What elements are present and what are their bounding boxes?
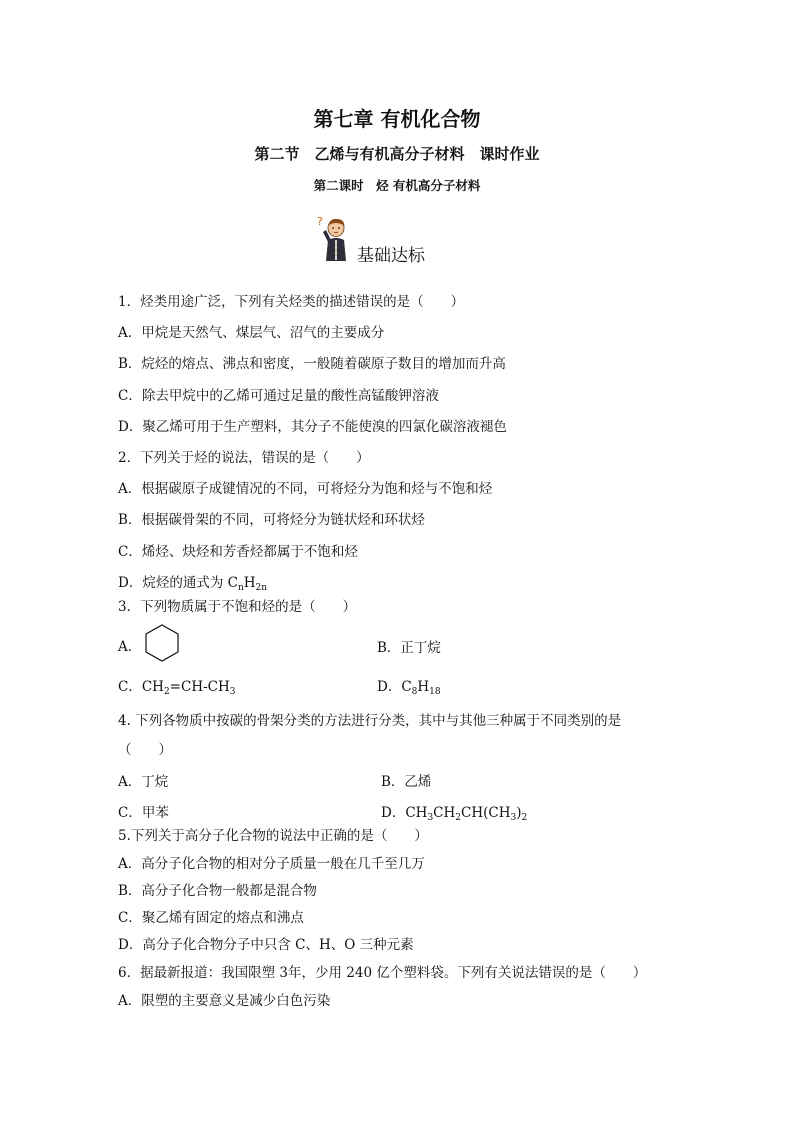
q5-stem: 5.下列关于高分子化合物的说法中正确的是（ ） xyxy=(118,828,428,844)
q1-option-a: A．甲烷是天然气、煤层气、沼气的主要成分 xyxy=(118,325,385,341)
q5-option-c: C．聚乙烯有固定的熔点和沸点 xyxy=(118,910,304,926)
q4-option-d: D．$CH_3CH_2CH(CH_3)_2$ xyxy=(381,805,528,823)
q1-option-b: B．烷烃的熔点、沸点和密度，一般随着碳原子数目的增加而升高 xyxy=(118,356,506,372)
q4-option-b: B．乙烯 xyxy=(381,774,432,790)
q4-answer-paren: （ ） xyxy=(118,742,172,758)
q3-option-a-label: A． xyxy=(118,639,142,655)
q1-stem: 1．烃类用途广泛，下列有关烃类的描述错误的是（ ） xyxy=(118,294,465,310)
q5-option-b: B．高分子化合物一般都是混合物 xyxy=(118,883,317,899)
q6-stem: 6．据最新报道：我国限塑 3年，少用 240 亿个塑料袋。下列有关说法错误的是（ ） xyxy=(118,965,647,981)
q1-option-d: D．聚乙烯可用于生产塑料，其分子不能使溴的四氯化碳溶液褪色 xyxy=(118,419,507,435)
cyclohexane-structure-icon xyxy=(142,623,182,663)
q4-option-a: A．丁烷 xyxy=(118,774,169,790)
q3-stem: 3．下列物质属于不饱和烃的是（ ） xyxy=(118,599,357,615)
q2-option-c: C．烯烃、炔烃和芳香烃都属于不饱和烃 xyxy=(118,544,358,560)
q3-option-c: C．$CH_2=CH-CH_3$ xyxy=(118,679,236,697)
q6-option-a: A．限塑的主要意义是减少白色污染 xyxy=(118,993,331,1009)
lesson-title: 第二课时 烃 有机高分子材料 xyxy=(313,178,481,193)
chapter-title: 第七章 有机化合物 xyxy=(313,107,481,131)
q2-stem: 2．下列关于烃的说法，错误的是（ ） xyxy=(118,450,370,466)
section-title: 第二节 乙烯与有机高分子材料 课时作业 xyxy=(254,145,540,163)
svg-text:?: ? xyxy=(317,215,323,228)
q1-option-c: C．除去甲烷中的乙烯可通过足量的酸性高锰酸钾溶液 xyxy=(118,388,439,404)
q5-option-d: D．高分子化合物分子中只含 C、H、O 三种元素 xyxy=(118,937,414,953)
banner-label: 基础达标 xyxy=(357,246,425,266)
q5-option-a: A．高分子化合物的相对分子质量一般在几千至几万 xyxy=(118,856,425,872)
q4-stem: 4. 下列各物质中按碳的骨架分类的方法进行分类，其中与其他三种属于不同类别的是 xyxy=(118,713,622,729)
student-thinking-icon xyxy=(315,214,355,262)
q2-option-d: D．烷烃的通式为 $C_nH_{2n}$ xyxy=(118,575,268,593)
q3-option-b: B．正丁烷 xyxy=(377,640,441,656)
q4-option-c: C．甲苯 xyxy=(118,805,169,821)
q2-option-a: A．根据碳原子成键情况的不同，可将烃分为饱和烃与不饱和烃 xyxy=(118,481,493,497)
q2-option-b: B．根据碳骨架的不同，可将烃分为链状烃和环状烃 xyxy=(118,512,425,528)
q3-option-d: D．$C_8H_{18}$ xyxy=(377,679,441,697)
